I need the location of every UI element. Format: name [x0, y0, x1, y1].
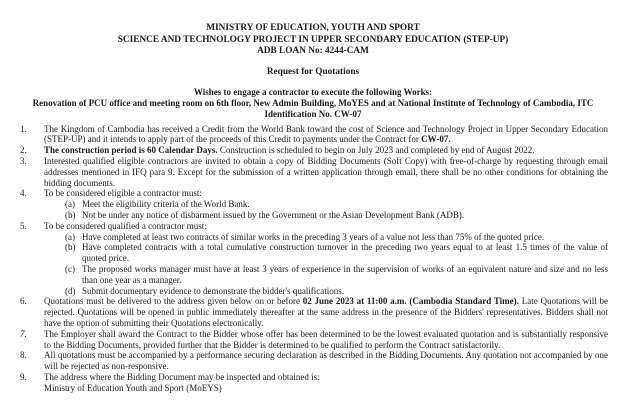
item-text: Interested qualified eligible contractors are invited to obtain a copy of Bidding Documents (Soft Copy) with free-of-charge by requesting through email addresses mentioned in IFQ para 9. Except for the submission of a written application through email, there shall be no other conditions for obtaining the bidding documents.: [44, 156, 608, 188]
sub-item: [44, 286, 608, 297]
list-item: [18, 372, 608, 394]
sub-item-text: Have completed contracts with a total cumulative construction turnover in the preceding two years equal to at least 1.5 times of the value of quoted price.: [82, 242, 608, 264]
item-number: 9.: [20, 372, 27, 383]
sub-item-text: Have completed at least two contracts of similar works in the preceding 3 years of a value not less than 75% of the quoted price.: [82, 231, 545, 242]
subtitle-engage-line: Wishes to engage a contractor to execute the following Works:: [193, 87, 433, 98]
item-text: To be considered eligible a contractor must:: [44, 188, 202, 199]
sub-item-text: The proposed works manager must have at least 3 years of experience in the supervision of works of an equivalent nature and size and no less than one year as a manager.: [82, 264, 608, 285]
item-number: 6.: [20, 296, 27, 307]
sub-item-label: (b): [65, 210, 76, 221]
document-header: [18, 23, 608, 58]
list-item: [18, 221, 608, 297]
list-item: [18, 350, 608, 372]
sub-item: [44, 210, 608, 221]
item-number: 1.: [20, 123, 27, 134]
sub-item-text: Not be under any notice of disbarment issued by the Government or the Asian Development Bank (ADB).: [82, 210, 465, 221]
header-project: SCIENCE AND TECHNOLOGY PROJECT IN UPPER SECONDARY EDUCATION (STEP-UP): [117, 34, 509, 45]
sub-item-label: (a): [65, 199, 75, 210]
list-item: [18, 329, 608, 351]
sub-item-label: (b): [65, 242, 76, 253]
numbered-list: [18, 124, 608, 394]
item-text: The Kingdom of Cambodia has received a Credit from the World Bank toward the cost of Science and Technology Project in Upper Secondary Education (STEP-UP) and it intends to apply part of the proceeds of this Credit to payments under the Contract for CW-07.: [44, 123, 608, 145]
list-item: [18, 296, 608, 328]
list-item: [18, 188, 608, 220]
sub-item-text: Meet the eligibility criteria of the World Bank.: [82, 199, 250, 210]
item-number: 3.: [20, 156, 27, 167]
item-text: The address where the Bidding Document may be inspected and obtained is:: [44, 372, 320, 383]
sub-item: [44, 199, 608, 210]
item-number: 7.: [20, 328, 27, 339]
item-text: The construction period is 60 Calendar Days. Construction is scheduled to begin on July 2023 and completed by end of August 2022.: [44, 145, 535, 156]
sub-item-text: Submit documentary evidence to demonstrate the bidder's qualifications.: [82, 285, 345, 296]
sub-item-label: (a): [65, 231, 75, 242]
item-number: 4.: [20, 188, 27, 199]
item-text: All quotations must be accompanied by a performance securing declaration as described in the Bidding Documents. Any quotation not accompanied by one will be rejected as non-responsive.: [44, 350, 608, 372]
sub-item: [44, 242, 608, 264]
sub-item: [44, 232, 608, 243]
list-item: [18, 145, 608, 156]
list-item: [18, 156, 608, 188]
item-text: Quotations must be delivered to the address given below on or before 02 June 2023 at 11:00 a.m. (Cambodia Standard Time). Late Quotations will be rejected. Quotations will be opened in public immediately thereafter at the same address in the presence of the Bidders' representatives. Bidders shall not have the option of submitting their Quotations electronically.: [44, 296, 609, 329]
sub-item: [44, 264, 608, 286]
item-number: 8.: [20, 350, 27, 361]
subtitle-identification-no: Identification No. CW-07: [264, 108, 362, 119]
item-text: The Employer shall award the Contract to the Bidder whose offer has been determined to be the lowest evaluated quotation and is substantially responsive to the Bidding Documents, provided further that the Bidder is determined to be qualified to perform the Contract satisfactorily.: [44, 328, 608, 350]
item-number: 5.: [20, 220, 27, 231]
sub-item-label: (c): [65, 264, 75, 275]
header-loan-number: ADB LOAN No: 4244-CAM: [257, 46, 369, 56]
header-ministry: MINISTRY OF EDUCATION, YOUTH AND SPORT: [206, 23, 420, 33]
item-text: To be considered qualified a contractor must:: [44, 220, 207, 231]
works-subtitle: [18, 87, 608, 119]
list-item: [18, 124, 608, 146]
sub-item-label: (d): [65, 285, 76, 296]
subtitle-works-description: Renovation of PCU office and meeting room on 6th floor, New Admin Building, MoYES and at National Institute of Technology of Cambodia, ITC: [32, 98, 594, 109]
page-title: Request for Quotations: [266, 66, 360, 77]
item-number: 2.: [20, 145, 27, 156]
item-extra-line: Ministry of Education Youth and Sport (MoEYS): [44, 382, 222, 393]
